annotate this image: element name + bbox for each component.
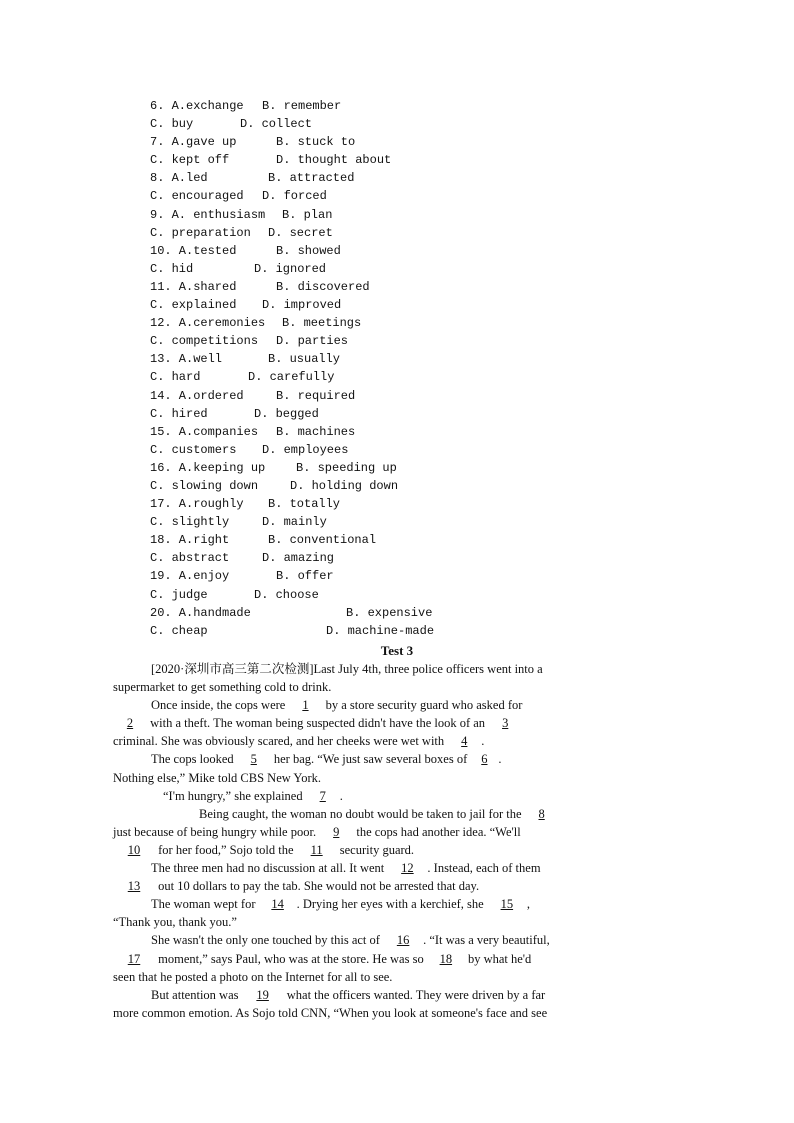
option-a: 17. A.roughly [150, 497, 244, 512]
text: out 10 dollars to pay the tab. She would not be arrested that day. [158, 879, 480, 894]
option-c: C. cheap [150, 623, 208, 638]
option-d: D. mainly [262, 515, 327, 530]
option-line [150, 206, 710, 224]
option-b: B. speeding up [296, 460, 397, 475]
option-c: C. hard [150, 370, 201, 385]
option-b: B. conventional [268, 533, 377, 548]
option-line [150, 387, 710, 405]
text: The woman wept for [151, 897, 256, 912]
passage-line [113, 913, 681, 931]
option-c: C. competitions [150, 334, 259, 349]
option-line [150, 622, 710, 640]
text: by what he'd [467, 951, 532, 966]
option-a: 7. A.gave up [150, 135, 237, 150]
blank-15: 15 [500, 897, 514, 912]
text: “Thank you, thank you.” [113, 915, 237, 930]
text: supermarket to get something cold to drink. [113, 680, 332, 695]
section-heading: Test 3 [380, 643, 414, 658]
blank-8: 8 [538, 806, 545, 821]
blank-3: 3 [502, 716, 509, 731]
text: Nothing else,” Mike told CBS New York. [113, 770, 321, 785]
text: criminal. She was obviously scared, and her cheeks were wet with [113, 734, 445, 749]
text: security guard. [339, 842, 415, 857]
option-line [150, 169, 710, 187]
blank-18: 18 [439, 951, 453, 966]
blank-16: 16 [396, 933, 410, 948]
option-line [150, 441, 710, 459]
passage-line [113, 859, 681, 877]
option-line [150, 350, 710, 368]
option-d: D. machine-made [326, 623, 435, 638]
text: The cops looked [151, 752, 234, 767]
blank-4: 4 [461, 734, 468, 749]
text: her bag. “We just saw several boxes of [273, 752, 468, 767]
option-line [150, 332, 710, 350]
option-d: D. carefully [248, 370, 335, 385]
option-b: B. totally [268, 497, 341, 512]
option-b: B. usually [268, 352, 341, 367]
option-c: C. preparation [150, 225, 251, 240]
passage-line [113, 931, 681, 949]
option-line [150, 423, 710, 441]
option-c: C. customers [150, 442, 237, 457]
text: “I'm hungry,” she explained [163, 788, 303, 803]
option-line [150, 133, 710, 151]
option-line [150, 278, 710, 296]
blank-5: 5 [250, 752, 257, 767]
option-d: D. choose [254, 587, 319, 602]
option-c: C. judge [150, 587, 208, 602]
passage-line [113, 841, 681, 859]
option-b: B. plan [282, 207, 333, 222]
option-line [150, 495, 710, 513]
text: . [498, 752, 502, 767]
text: Being caught, the woman no doubt would be taken to jail for the [199, 806, 522, 821]
option-line [150, 115, 710, 133]
blank-1: 1 [302, 698, 309, 713]
passage-line [113, 968, 681, 986]
text: She wasn't the only one touched by this act of [151, 933, 380, 948]
passage-line [113, 696, 681, 714]
option-line [150, 314, 710, 332]
option-a: 20. A.handmade [150, 605, 251, 620]
passage-line [113, 787, 681, 805]
text: . [339, 788, 343, 803]
option-c: C. explained [150, 298, 237, 313]
blank-2: 2 [126, 716, 134, 731]
text: for her food,” Sojo told the [158, 842, 294, 857]
option-b: B. expensive [346, 605, 433, 620]
option-a: 6. A.exchange [150, 99, 244, 113]
option-line [150, 187, 710, 205]
option-d: D. amazing [262, 551, 335, 566]
option-b: B. stuck to [276, 135, 356, 150]
passage-line [113, 1004, 681, 1022]
option-d: D. secret [268, 225, 333, 240]
option-a: 8. A.led [150, 171, 208, 186]
option-d: D. improved [262, 298, 342, 313]
text: by a store security guard who asked for [325, 698, 523, 713]
option-c: C. abstract [150, 551, 230, 566]
blank-13: 13 [127, 879, 141, 894]
option-line [150, 459, 710, 477]
option-b: B. meetings [282, 316, 362, 331]
text: the cops had another idea. “We'll [356, 824, 521, 839]
option-line [150, 151, 710, 169]
option-a: 15. A.companies [150, 424, 259, 439]
blank-7: 7 [319, 788, 326, 803]
option-line [150, 549, 710, 567]
text: . Instead, each of them [427, 861, 541, 876]
option-c: C. buy [150, 117, 194, 132]
option-line [150, 405, 710, 423]
passage-line [113, 986, 681, 1004]
blank-10: 10 [127, 842, 141, 857]
option-d: D. collect [240, 117, 313, 132]
option-b: B. discovered [276, 279, 370, 294]
passage-line [113, 950, 681, 968]
text: . Drying her eyes with a kerchief, she [296, 897, 484, 912]
option-c: C. slowing down [150, 478, 259, 493]
option-d: D. thought about [276, 153, 392, 168]
passage-line [113, 805, 681, 823]
option-a: 10. A.tested [150, 243, 237, 258]
passage-line [113, 823, 681, 841]
text: just because of being hungry while poor. [113, 824, 317, 839]
option-a: 18. A.right [150, 533, 230, 548]
option-c: C. hired [150, 406, 208, 421]
option-line [150, 531, 710, 549]
option-a: 13. A.well [150, 352, 223, 367]
passage-line [113, 714, 681, 732]
text: But attention was [151, 987, 239, 1002]
text: Once inside, the cops were [151, 698, 286, 713]
option-line [150, 260, 710, 278]
cloze-passage [113, 660, 681, 1022]
blank-9: 9 [333, 824, 340, 839]
option-line [150, 296, 710, 314]
blank-6: 6 [481, 752, 488, 767]
text: what the officers wanted. They were driven by a far [286, 987, 546, 1002]
blank-14: 14 [271, 897, 284, 912]
option-a: 14. A.ordered [150, 388, 244, 403]
option-b: B. offer [276, 569, 334, 584]
option-b: B. machines [276, 424, 356, 439]
blank-17: 17 [127, 951, 141, 966]
option-line [150, 368, 710, 386]
text: with a theft. The woman being suspected didn't have the look of an [150, 716, 486, 731]
passage-line [113, 895, 681, 913]
passage-line [113, 678, 681, 696]
text: . [481, 734, 485, 749]
passage-line [113, 660, 681, 678]
text: The three men had no discussion at all. It went [151, 861, 385, 876]
text: , [526, 897, 530, 912]
option-c: C. slightly [150, 515, 230, 530]
text: [2020·深圳市高三第二次检测]Last July 4th, three police officers went into a [151, 662, 543, 676]
text: moment,” says Paul, who was at the store. He was so [158, 951, 424, 966]
option-line [150, 567, 710, 585]
text: more common emotion. As Sojo told CNN, “When you look at someone's face and see [113, 1005, 548, 1020]
option-line [150, 513, 710, 531]
option-line [150, 97, 710, 115]
option-line [150, 586, 710, 604]
option-line [150, 224, 710, 242]
text: . “It was a very beautiful, [423, 933, 550, 948]
option-b: B. showed [276, 243, 341, 258]
option-b: B. required [276, 388, 356, 403]
blank-11: 11 [310, 842, 323, 857]
option-a: 12. A.ceremonies [150, 316, 266, 331]
passage-line [113, 877, 681, 895]
option-line [150, 477, 710, 495]
option-a: 11. A.shared [150, 279, 237, 294]
option-d: D. employees [262, 442, 349, 457]
option-d: D. ignored [254, 261, 327, 276]
option-b: B. attracted [268, 171, 355, 186]
blank-19: 19 [256, 987, 269, 1002]
option-line [150, 242, 710, 260]
option-a: 16. A.keeping up [150, 460, 266, 475]
answer-options [150, 97, 710, 640]
passage-line [113, 769, 681, 787]
option-d: D. begged [254, 406, 319, 421]
option-d: D. holding down [290, 478, 399, 493]
option-d: D. forced [262, 189, 327, 204]
option-c: C. hid [150, 261, 194, 276]
blank-12: 12 [401, 861, 414, 876]
passage-line [113, 750, 681, 768]
option-b: B. remember [262, 99, 342, 113]
option-c: C. kept off [150, 153, 230, 168]
option-c: C. encouraged [150, 189, 244, 204]
option-a: 9. A. enthusiasm [150, 207, 266, 222]
option-line [150, 604, 710, 622]
passage-line [113, 732, 681, 750]
option-a: 19. A.enjoy [150, 569, 230, 584]
text: seen that he posted a photo on the Internet for all to see. [113, 969, 393, 984]
option-d: D. parties [276, 334, 349, 349]
